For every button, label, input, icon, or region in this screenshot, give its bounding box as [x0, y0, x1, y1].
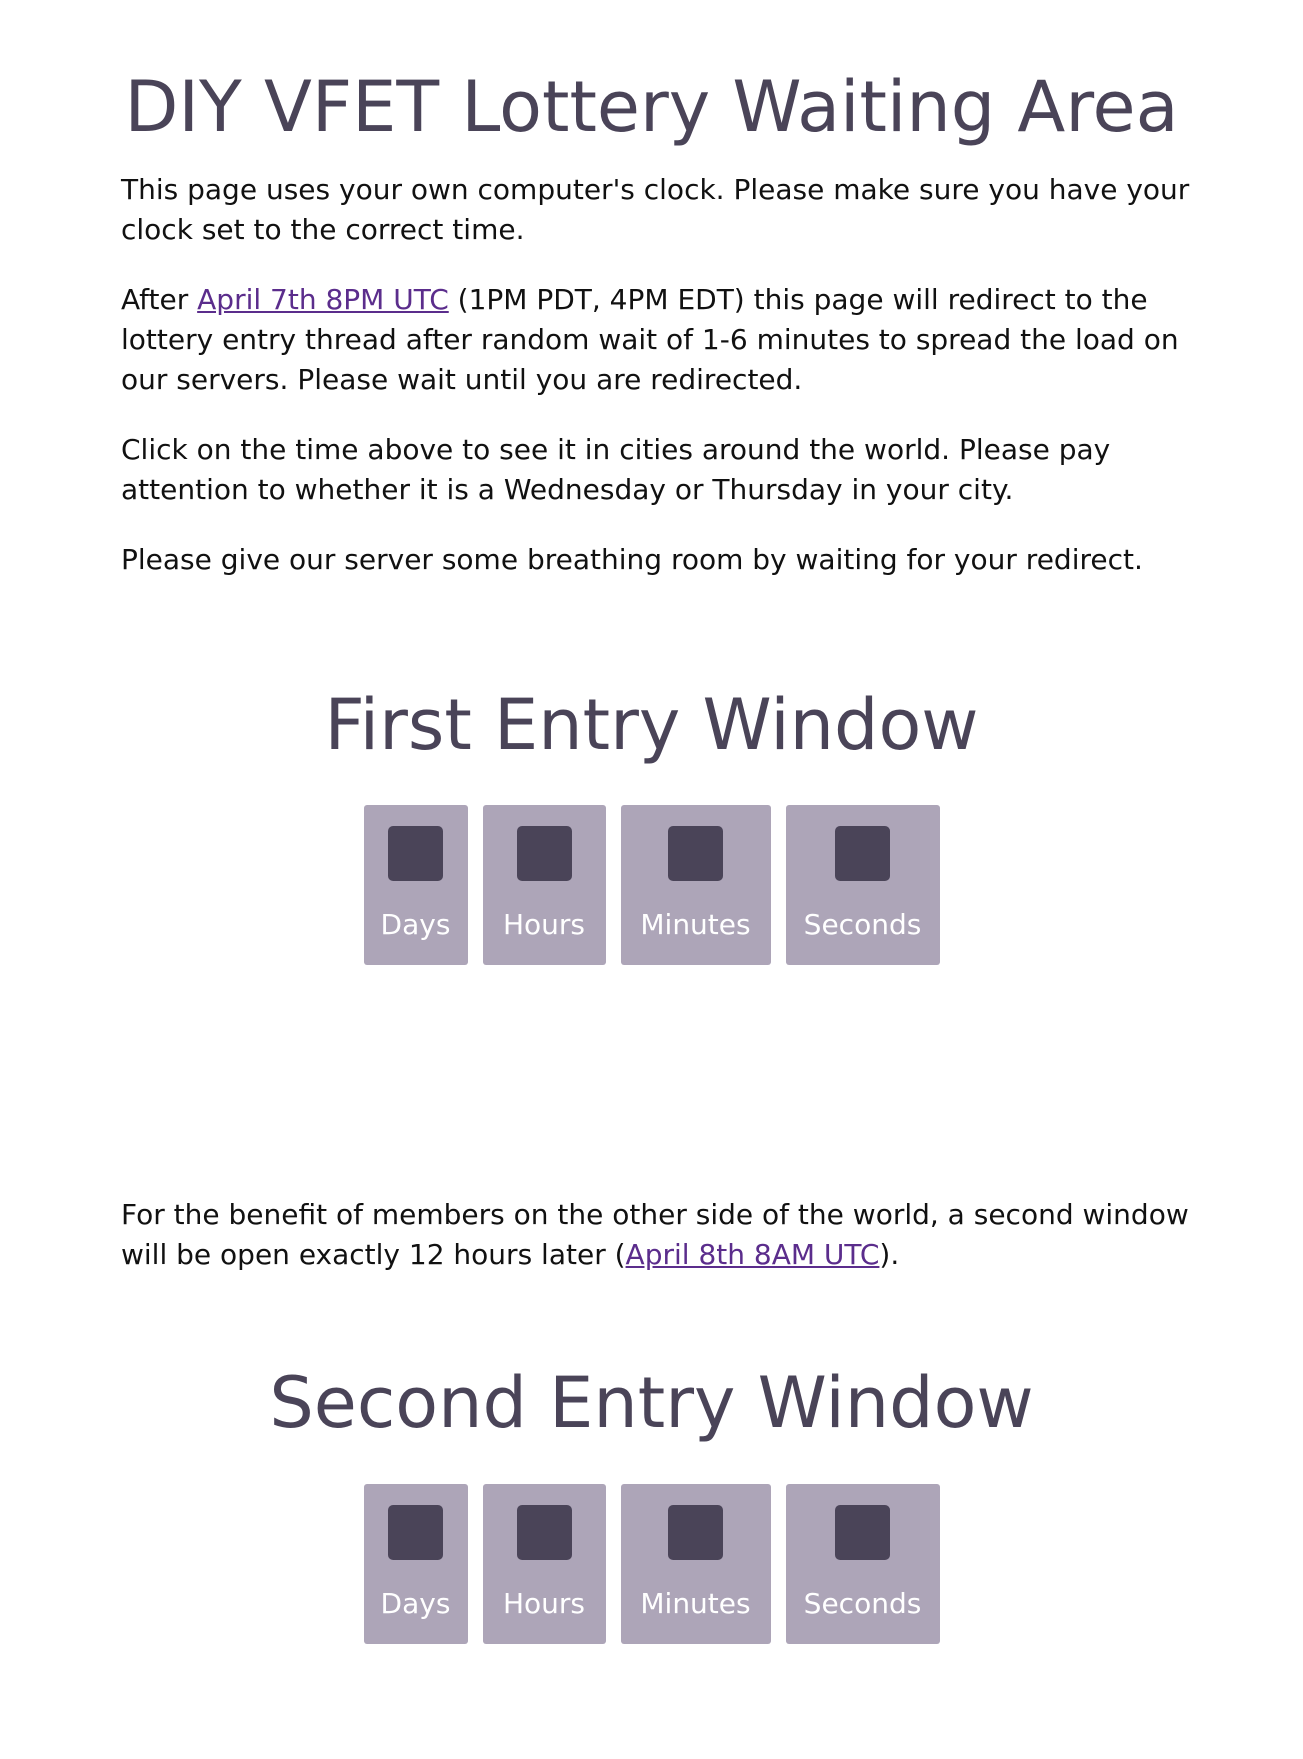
countdown-hours [483, 1484, 606, 1644]
days-label: Days [380, 908, 451, 941]
seconds-label: Seconds [803, 1587, 922, 1620]
redirect-notice [121, 280, 1231, 400]
clock-notice: This page uses your own computer's clock. Please make sure you have your clock set to the correct time. [121, 173, 1190, 246]
redirect-notice-after: (1PM PDT, 4PM EDT) this page will redirect to the lottery entry thread after random wait of 1-6 minutes to spread the load on our servers. Please wait until you are redirected. [121, 283, 1179, 396]
countdown-minutes [621, 805, 771, 965]
countdown-minutes [621, 1484, 771, 1644]
page-title: DIY VFET Lottery Waiting Area [124, 66, 1179, 148]
days-value [388, 1505, 443, 1560]
second-window-title: Second Entry Window [269, 1362, 1034, 1444]
first-window-time-link[interactable]: April 7th 8PM UTC [197, 283, 449, 316]
seconds-value [835, 826, 890, 881]
second-window-countdown [0, 1484, 1303, 1644]
minutes-label: Minutes [640, 1587, 751, 1620]
first-window-title: First Entry Window [324, 684, 979, 766]
patience-notice: Please give our server some breathing room by waiting for your redirect. [121, 543, 1143, 576]
countdown-days [364, 805, 468, 965]
hours-label: Hours [502, 1587, 586, 1620]
second-window-notice-before: For the benefit of members on the other side of the world, a second window will be open exactly 12 hours later ( [121, 1198, 1189, 1271]
second-window-time-link[interactable]: April 8th 8AM UTC [625, 1238, 880, 1271]
hours-label: Hours [502, 908, 586, 941]
hours-value [517, 1505, 572, 1560]
days-label: Days [380, 1587, 451, 1620]
countdown-hours [483, 805, 606, 965]
timezone-notice: Click on the time above to see it in cities around the world. Please pay attention to whether it is a Wednesday or Thursday in your city. [121, 433, 1111, 506]
seconds-value [835, 1505, 890, 1560]
minutes-value [668, 1505, 723, 1560]
countdown-seconds [786, 1484, 940, 1644]
seconds-label: Seconds [803, 908, 922, 941]
second-window-notice-after: ). [879, 1238, 900, 1271]
redirect-notice-before: After [121, 283, 198, 316]
first-window-countdown [0, 805, 1303, 965]
minutes-label: Minutes [640, 908, 751, 941]
countdown-days [364, 1484, 468, 1644]
minutes-value [668, 826, 723, 881]
hours-value [517, 826, 572, 881]
second-window-notice [121, 1195, 1231, 1275]
days-value [388, 826, 443, 881]
countdown-seconds [786, 805, 940, 965]
